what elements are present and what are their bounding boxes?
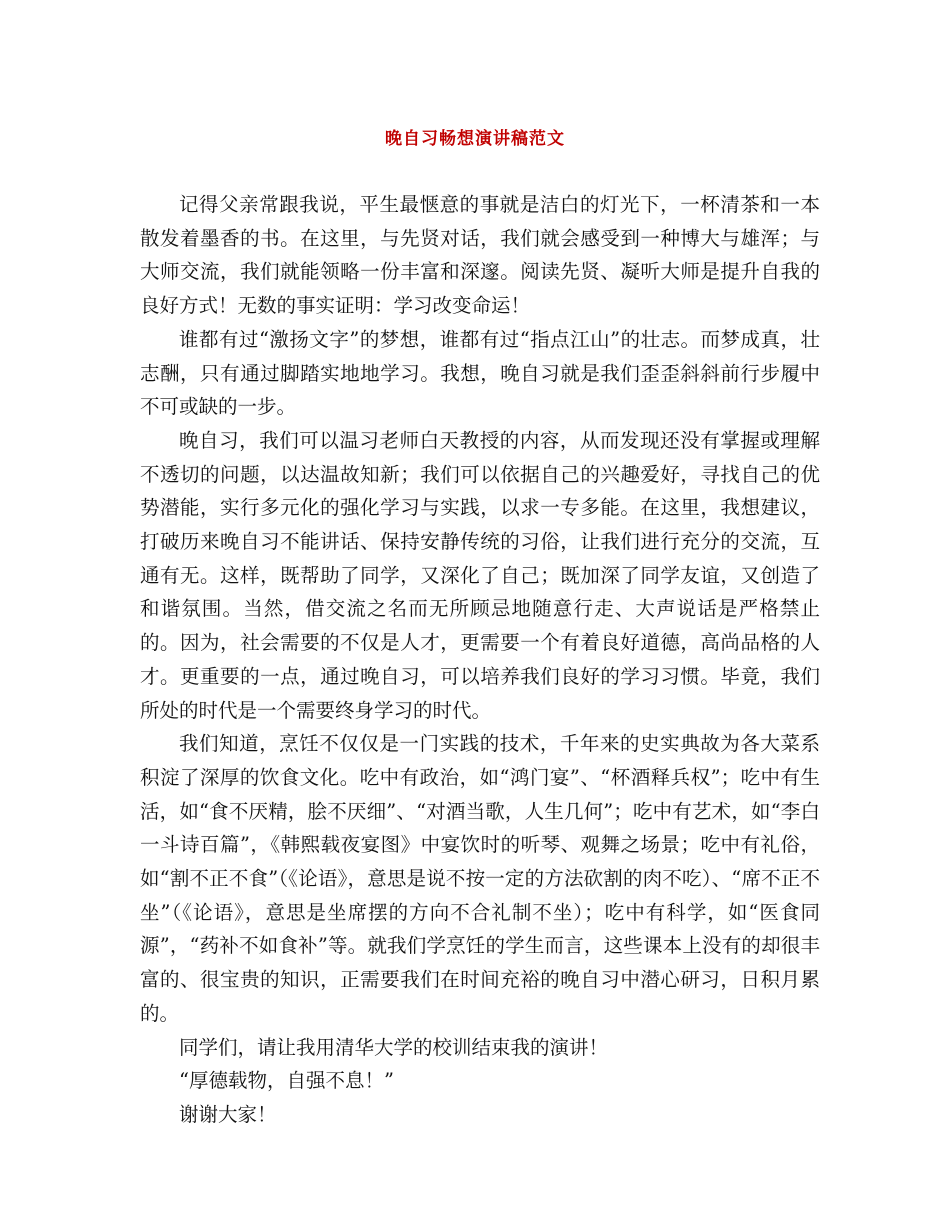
paragraph-5: 同学们，请让我用清华大学的校训结束我的演讲！ bbox=[179, 1035, 609, 1059]
paragraph-3: 晚自习，我们可以温习老师白天教授的内容，从而发现还没有掌握或理解不透切的问题，以达温故知新；我们可以依据自己的兴趣爱好，寻找自己的优势潜能，实行多元化的强化学习与实践，以求一专多能。在这里，我想建议，打破历来晚自习不能讲话、保持安静传统的习俗，让我们进行充分的交流，互通有无。这样，既帮助了同学，又深化了自己；既加深了同学友谊，又创造了和谐氛围。当然，借交流之名而无所顾忌地随意行走、大声说话是严格禁止的。因为，社会需要的不仅是人才，更需要一个有着良好道德，高尚品格的人才。更重要的一点，通过晚自习，可以培养我们良好的学习习惯。毕竟，我们所处的时代是一个需要终身学习的时代。 bbox=[140, 428, 820, 722]
paragraph-4: 我们知道，烹饪不仅仅是一门实践的技术，千年来的史实典故为各大菜系积淀了深厚的饮食文化。吃中有政治，如“鸿门宴”、“杯酒释兵权”；吃中有生活，如“食不厌精，脍不厌细”、“对酒当歌，人生几何”；吃中有艺术，如“李白一斗诗百篇”，《韩熙载夜宴图》中宴饮时的听琴、观舞之场景；吃中有礼俗，如“割不正不食”（《论语》，意思是说不按一定的方法砍割的肉不吃）、“席不正不坐”（《论语》，意思是坐席摆的方向不合礼制不坐）；吃中有科学，如“医食同源”，“药补不如食补”等。就我们学烹饪的学生而言，这些课本上没有的却很丰富的、很宝贵的知识，正需要我们在时间充裕的晚自习中潜心研习，日积月累的。 bbox=[140, 732, 820, 1025]
paragraph-2: 谁都有过“激扬文字”的梦想，谁都有过“指点江山”的壮志。而梦成真，壮志酬，只有通过脚踏实地地学习。我想，晚自习就是我们歪歪斜斜前行步履中不可或缺的一步。 bbox=[140, 327, 820, 419]
paragraph-6: “厚德载物，自强不息！” bbox=[179, 1069, 394, 1093]
document-body bbox=[140, 188, 820, 1132]
document-title: 晚自习畅想演讲稿范文 bbox=[385, 129, 565, 149]
paragraph-7: 谢谢大家！ bbox=[179, 1102, 277, 1126]
paragraph-1: 记得父亲常跟我说，平生最惬意的事就是洁白的灯光下，一杯清茶和一本散发着墨香的书。在这里，与先贤对话，我们就会感受到一种博大与雄浑；与大师交流，我们就能领略一份丰富和深邃。阅读先贤、凝听大师是提升自我的良好方式！无数的事实证明：学习改变命运！ bbox=[140, 193, 820, 318]
